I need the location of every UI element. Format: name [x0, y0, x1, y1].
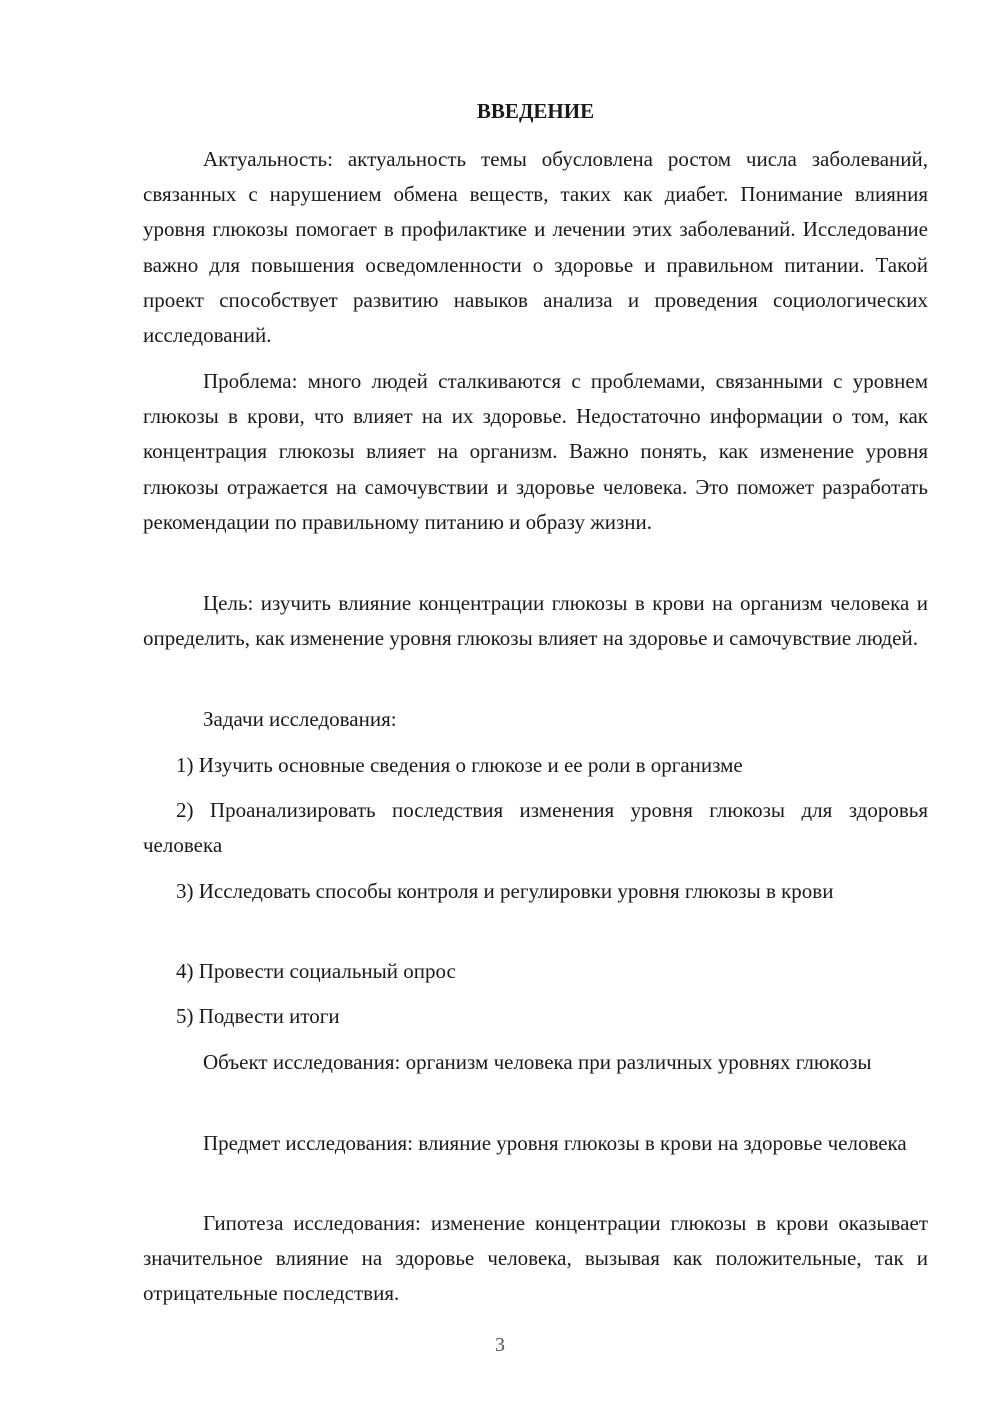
- task-item-2: 2) Проанализировать последствия изменения уровня глюкозы для здоровья человека: [143, 798, 928, 858]
- paragraph-hypothesis: Гипотеза исследования: изменение концентрации глюкозы в крови оказывает значительное влияние на здоровье человека, вызывая как положительные, так и отрицательные последствия.: [143, 1211, 928, 1306]
- paragraph-relevance: Актуальность: актуальность темы обусловлена ростом числа заболеваний, связанных с нарушением обмена веществ, таких как диабет. Понимание влияния уровня глюкозы помогает в профилактике и лечении этих заболеваний. Исследование важно для повышения осведомленности о здоровье и правильном питании. Такой проект способствует развитию навыков анализа и проведения социологических исследований.: [143, 147, 928, 348]
- task-item-3: 3) Исследовать способы контроля и регулировки уровня глюкозы в крови: [176, 879, 834, 903]
- task-item-1: 1) Изучить основные сведения о глюкозе и ее роли в организме: [176, 753, 743, 777]
- task-item-5: 5) Подвести итоги: [176, 1004, 340, 1028]
- tasks-heading: Задачи исследования:: [203, 707, 397, 731]
- paragraph-subject: Предмет исследования: влияние уровня глюкозы в крови на здоровье человека: [203, 1131, 907, 1155]
- paragraph-goal: Цель: изучить влияние концентрации глюкозы в крови на организм человека и определить, как изменение уровня глюкозы влияет на здоровье и самочувствие людей.: [143, 591, 928, 651]
- page-title: ВВЕДЕНИЕ: [476, 99, 595, 123]
- paragraph-problem: Проблема: много людей сталкиваются с проблемами, связанными с уровнем глюкозы в крови, что влияет на их здоровье. Недостаточно информации о том, как концентрация глюкозы влияет на организм. Важно понять, как изменение уровня глюкозы отражается на самочувствии и здоровье человека. Это поможет разработать рекомендации по правильному питанию и образу жизни.: [143, 369, 928, 534]
- page-number: 3: [495, 1334, 505, 1356]
- task-item-4: 4) Провести социальный опрос: [176, 959, 456, 983]
- paragraph-object: Объект исследования: организм человека при различных уровнях глюкозы: [203, 1050, 872, 1074]
